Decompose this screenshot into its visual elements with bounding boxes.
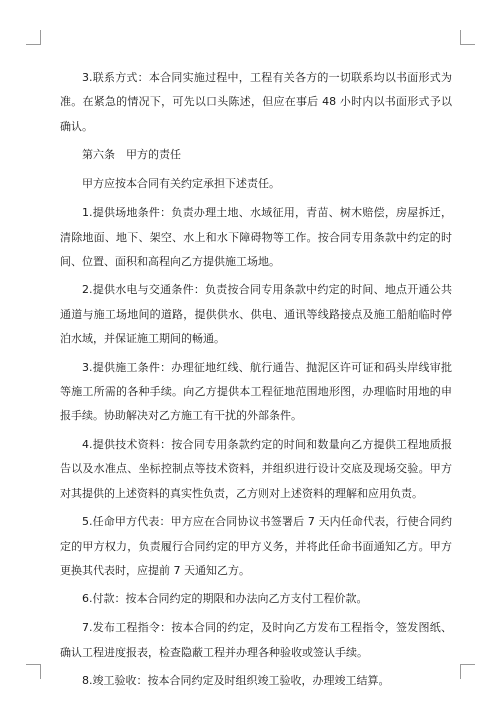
paragraph-construction-conditions: 3.提供施工条件：办理征地红线、航行通告、抛泥区许可证和码头岸线审批等施工所需的各种手续。向乙方提供本工程征地范围地形图，办理临时用地的申报手续。协助解决对乙方施工有干扰的外部条件。: [60, 360, 452, 423]
document-body: [60, 66, 452, 698]
crop-mark-top-right: [460, 30, 475, 45]
paragraph-intro: 甲方应按本合同有关约定承担下述责任。: [82, 177, 280, 191]
crop-mark-bottom-left: [26, 664, 41, 679]
paragraph-instructions: 7.发布工程指令：按本合同的约定，及时向乙方发布工程指令，签发图纸、确认工程进度报表，检查隐蔽工程并办理各种验收或签认手续。: [60, 621, 452, 659]
paragraph-site-conditions: 1.提供场地条件：负责办理土地、水域征用，青苗、树木赔偿，房屋拆迁，清除地面、地下、架空、水上和水下障碍物等工作。按合同专用条款中约定的时间、位置、面积和高程向乙方提供施工场地。: [60, 206, 452, 269]
paragraph-representative: 5.任命甲方代表：甲方应在合同协议书签署后 7 天内任命代表，行使合同约定的甲方权力，负责履行合同约定的甲方义务，并将此任命书面通知乙方。甲方更换其代表时，应提前 7 天通知乙方。: [60, 515, 452, 577]
crop-mark-top-left: [26, 30, 41, 45]
paragraph-payment: 6.付款：按本合同约定的期限和办法向乙方支付工程价款。: [82, 592, 368, 606]
crop-mark-bottom-right: [460, 664, 475, 679]
paragraph-contact-method: 3.联系方式：本合同实施过程中，工程有关各方的一切联系均以书面形式为准。在紧急的情况下，可先以口头陈述，但应在事后 48 小时内以书面形式予以确认。: [60, 71, 452, 133]
paragraph-acceptance: 8.竣工验收：按本合同约定及时组织竣工验收，办理竣工结算。: [82, 674, 390, 688]
paragraph-technical-data: 4.提供技术资料：按合同专用条款约定的时间和数量向乙方提供工程地质报告以及水准点、坐标控制点等技术资料，并组织进行设计交底及现场交验。甲方对其提供的上述资料的真实性负责，乙方则对上述资料的理解和应用负责。: [60, 437, 452, 500]
section-heading: 第六条 甲方的责任: [82, 148, 181, 162]
paragraph-utilities: 2.提供水电与交通条件：负责按合同专用条款中约定的时间、地点开通公共通道与施工场地间的道路，提供供水、供电、通讯等线路接点及施工船舶临时停泊水域，并保证施工期间的畅通。: [60, 283, 452, 346]
